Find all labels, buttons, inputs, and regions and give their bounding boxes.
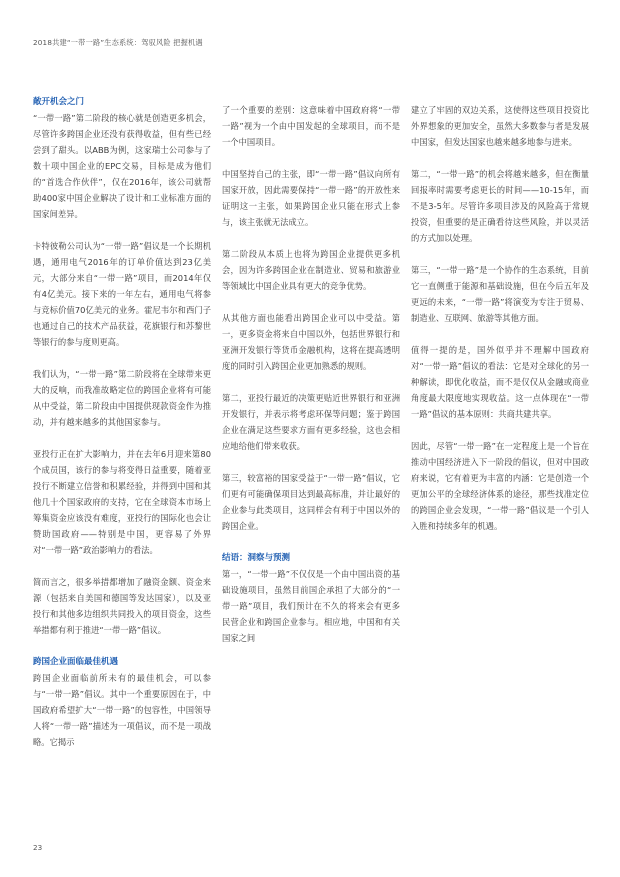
paragraph: 亚投行正在扩大影响力，并在去年6月迎来第80个成员国，该行的参与将变得日益重要，随着亚投行不断建立信誉和积累经验，并得到中国和其他几十个国家政府的支持，它在全球资本市场上筹集资金应该没有难度，亚投行的国际化也会让赞助国政府——特别是中国，更容易了外界对“一带一路”政治影响力的看法。 [33,449,211,555]
paragraph: 第二，亚投行最近的决策更贴近世界银行和亚洲开发银行，并表示将考虑环保等问题；鉴于跨国企业在满足这些要求方面有更多经验，这也会相应地给他们带来收获。 [222,393,400,451]
paragraph: 我们认为，“一带一路”第二阶段将在全球带来更大的反响，而我准故略定位的跨国企业将有可能从中受益，第二阶段由中国提供现款资金作为推动，并有越来越多的其他国家参与。 [33,369,211,427]
paragraph: 值得一提的是，国外似乎并不理解中国政府对“一带一路”倡议的看法：它是对全球化的另一种解读，即优化收益，而不是仅仅从金融或商业角度最大限度地实现收益。这一点体现在“一带一路”倡议的基本原则：共商共建共享。 [411,345,589,419]
paragraph: 了一个重要的差别：这意味着中国政府将“一带一路”视为一个由中国发起的全球项目，而不是一个中国项目。 [222,105,400,147]
paragraph: 第二阶段从本质上也将为跨国企业提供更多机会，因为许多跨国企业在制造业、贸易和旅游业等领域比中国企业具有更大的竞争优势。 [222,249,400,291]
running-header: 2018共建“一带一路”生态系统：驾驭风险 把握机遇 [33,38,203,47]
text-column-3 [411,102,589,550]
page-number: 23 [33,843,43,852]
paragraph: 从其他方面也能看出跨国企业可以中受益。第一，更多资金将来自中国以外，包括世界银行和亚洲开发银行等货币金融机构，这将在提高透明度的同时引入跨国企业更加熟悉的规则。 [222,313,400,371]
paragraph: 第一，“一带一路”不仅仅是一个由中国出资的基础设施项目，虽然目前国企承担了大部分的“一带一路”项目，我们预计在不久的将来会有更多民营企业和跨国企业参与。相应地，中国和有关国家之间 [222,569,400,643]
paragraph: 建立了牢固的双边关系，这使得这些项目投资比外界想象的更加安全，虽然大多数参与者是发展中国家，但发达国家也越来越多地参与进来。 [411,105,589,147]
text-column-1 [33,94,211,766]
paragraph: 因此，尽管“一带一路”在一定程度上是一个旨在推动中国经济进入下一阶段的倡议，但对中国政府来说，它有着更为丰富的内涵：它是创造一个更加公平的全球经济体系的途径，那些找准定位的跨国企业会发现，“一带一路”倡议是一个引人入胜和持续多年的机遇。 [411,441,589,531]
paragraph: “一带一路”第二阶段的核心就是创造更多机会，尽管许多跨国企业还没有获得收益，但有些已经尝到了甜头。以ABB为例，这家瑞士公司参与了数十项中国企业的EPC交易，目标是成为他们的“首选合作伙伴”，仅在2016年，该公司就帮助400家中国企业解决了设计和工业标准方面的国家间差异。 [33,113,211,219]
paragraph: 卡特彼勒公司认为“一带一路”倡议是一个长期机遇，通用电气2016年的订单价值达到23亿美元，大部分来自“一带一路”项目，而2014年仅有4亿美元。接下来的一年左右，通用电气将参与竞标价值70亿美元的业务。霍尼韦尔和西门子也通过自己的技术产品获益，花旗银行和苏黎世等银行的参与度则更高。 [33,241,211,347]
section-heading-best-opportunity: 跨国企业面临最佳机遇 [33,657,119,667]
text-column-2 [222,102,400,662]
paragraph: 中国坚持自己的主张，即“一带一路”倡议向所有国家开放，因此需要保持“一带一路”的开放性来证明这一主张，如果跨国企业只能在形式上参与，该主张就无法成立。 [222,169,400,227]
paragraph: 跨国企业面临前所未有的最佳机会，可以参与“一带一路”倡议。其中一个重要原因在于，中国政府希望扩大“一带一路”的包容性，中国领导人将“一带一路”描述为一项倡议，而不是一项战略。它揭示 [33,673,211,747]
paragraph: 第三，“一带一路”是一个协作的生态系统，目前它一直侧重于能源和基础设施，但在今后五年及更远的未来，“一带一路”将演变为专注于贸易、制造业、互联网、旅游等其他方面。 [411,265,589,323]
section-heading-conclusion: 结语：洞察与预测 [222,553,291,563]
section-heading-opportunities: 敞开机会之门 [33,97,85,107]
paragraph: 第二，“一带一路”的机会将越来越多，但在衡量回报率时需要考虑更长的时间——10-15年，而不是3-5年。尽管许多项目涉及的风险高于常规投资，但重要的是正确看待这些风险，并以灵活的方式加以处理。 [411,169,589,243]
paragraph: 第三，较富裕的国家受益于“一带一路”倡议，它们更有可能确保项目达到最高标准，并让最好的企业参与此类项目，这同样会有利于中国以外的跨国企业。 [222,473,400,531]
paragraph: 简而言之，很多举措都增加了融资金额、资金来源（包括来自美国和德国等发达国家），以及亚投行和其他多边组织共同投入的项目资金，这些举措都有利于推进“一带一路”倡议。 [33,577,211,635]
